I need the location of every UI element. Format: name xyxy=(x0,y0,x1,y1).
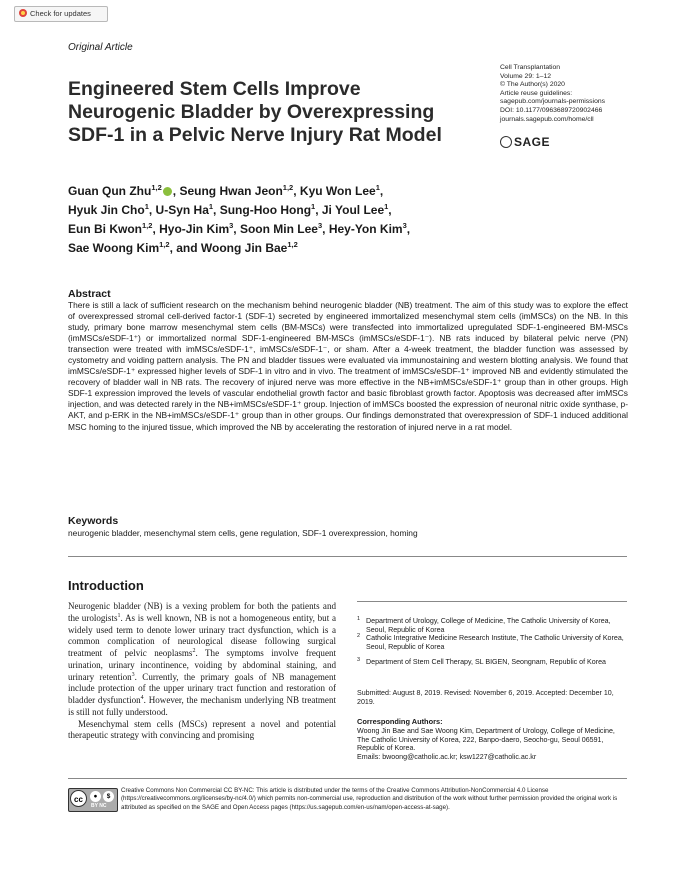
author: Sung-Hoo Hong$^1$ xyxy=(219,202,316,217)
author: Eun Bi Kwon$^{1,2}$ xyxy=(68,221,153,236)
affiliation-item: 3 Department of Stem Cell Therapy, SL BIGEN, Seongnam, Republic of Korea xyxy=(357,657,606,666)
author: U-Syn Ha$^1$ xyxy=(155,202,214,217)
journal-reuse: Article reuse guidelines: xyxy=(500,89,573,97)
citation-link[interactable]: 1 xyxy=(117,612,121,619)
author: Seung Hwan Jeon$^{1,2}$ xyxy=(179,183,294,198)
article-title: Engineered Stem Cells Improve Neurogenic Bladder by Overexpressing SDF-1 in a Pelvic Nerve Injury Rat Model xyxy=(68,78,442,146)
abstract-heading: Abstract xyxy=(68,288,111,300)
crossmark-icon xyxy=(19,9,27,17)
attribution-icon: ● xyxy=(90,791,101,802)
journal-info xyxy=(500,64,650,124)
intro-paragraph: Mesenchymal stem cells (MSCs) represent a novel and potential therapeutic strategy with convincing and promising xyxy=(68,718,336,741)
license-divider xyxy=(68,778,627,779)
journal-reuse-link[interactable]: sagepub.com/journals-permissions xyxy=(500,98,606,106)
publisher-name: SAGE xyxy=(514,135,551,149)
orcid-icon[interactable] xyxy=(163,187,172,196)
article-type: Original Article xyxy=(68,42,133,53)
journal-name: Cell Transplantation xyxy=(500,64,561,71)
introduction-heading: Introduction xyxy=(68,578,144,593)
author-list: Guan Qun Zhu$^{1,2}$ , Seung Hwan Jeon$^{1,2}$, Kyu Won Lee$^1$, Hyuk Jin Cho$^1$, U-Syn Ha$^1$, Sung-Hoo Hong$^1$, Ji Youl Lee$^1$, Eun Bi Kwon$^{1,2}$, Hyo-Jin Kim$^3$, Soon Min Lee$^3$, Hey-Yon Kim$^3$, Sae Woong Kim$^{1,2}$, and Woong Jin Bae$^{1,2}$ xyxy=(68,183,411,255)
affiliation-item: 2 Catholic Integrative Medicine Research Institute, The Catholic University of Korea, Seoul, Republic of Korea xyxy=(357,633,624,651)
check-for-updates-label: Check for updates xyxy=(30,9,91,18)
noncommercial-icon: $ xyxy=(103,791,114,802)
journal-copyright: © The Author(s) 2020 xyxy=(500,81,565,89)
submission-dates: Submitted: August 8, 2019. Revised: November 6, 2019. Accepted: December 10, 2019. xyxy=(357,689,614,706)
author: Hyo-Jin Kim$^3$ xyxy=(159,221,234,236)
journal-home-link[interactable]: journals.sagepub.com/home/cll xyxy=(500,115,594,123)
introduction-body xyxy=(68,601,336,742)
license-text: Creative Commons Non Commercial CC BY-NC: This article is distributed under the terms of the Creative Commons Attribution-NonCommercial 4.0 License (https://creativecommons.org/licenses/by-nc/4.0/) which permits non-commercial use, reproduction and distribution of the work without further permission provided the original work is attributed as specified on the SAGE and Open Access pages (https://us.sagepub.com/en-us/nam/open-access-at-sage). xyxy=(121,787,618,811)
author: Kyu Won Lee$^1$ xyxy=(299,183,380,198)
journal-volume: Volume 29: 1–12 xyxy=(500,72,552,80)
author: Sae Woong Kim$^{1,2}$ xyxy=(68,240,170,255)
corresponding-heading: Corresponding Authors: xyxy=(357,717,443,726)
citation-link[interactable]: 3 xyxy=(131,671,135,678)
intro-paragraph: Neurogenic bladder (NB) is a vexing problem for both the patients and the urologists$^1$. As is well known, NB is not a homogeneous entity, but a widely used term to denote lower urinary tract dysfunction, which is a common complication of neurological disease following surgical treatment of pelvic neoplasms$^2$. The symptoms involve frequent urination, urinary incontinence, voiding by abdominal staining, and urinary retention$^3$. Currently, the primary goals of NB management include protection of the upper urinary tract function and restoration of bladder dysfunction$^4$. However, the mechanism underlying NB treatment is still not fully understood. xyxy=(68,601,336,717)
sage-logo-icon xyxy=(500,136,512,148)
author: Soon Min Lee$^3$ xyxy=(239,221,323,236)
keywords-text: neurogenic bladder, mesenchymal stem cells, gene regulation, SDF-1 overexpression, homing xyxy=(68,528,418,538)
cc-icon: cc xyxy=(70,790,87,807)
keywords-heading: Keywords xyxy=(68,515,119,527)
cc-license-badge[interactable] xyxy=(68,788,118,812)
check-for-updates-button[interactable] xyxy=(14,6,108,22)
journal-doi[interactable]: DOI: 10.1177/0963689720902466 xyxy=(500,106,603,114)
footnote-divider xyxy=(357,601,627,602)
author: Ji Youl Lee$^1$ xyxy=(321,202,389,217)
author: Woong Jin Bae$^{1,2}$ xyxy=(200,240,298,255)
corresponding-emails[interactable]: Emails: bwoong@catholic.ac.kr; ksw1227@catholic.ac.kr xyxy=(357,753,537,762)
author: Hyuk Jin Cho$^1$ xyxy=(68,202,149,217)
author[interactable]: Guan Qun Zhu$^{1,2}$ xyxy=(68,184,173,198)
affiliation-item: 1 Department of Urology, College of Medicine, The Catholic University of Korea, Seoul, Republic of Korea xyxy=(357,616,611,634)
citation-link[interactable]: 4 xyxy=(140,694,144,701)
citation-link[interactable]: 2 xyxy=(192,647,196,654)
publisher-logo xyxy=(500,135,550,149)
abstract-text: There is still a lack of sufficient research on the mechanism behind neurogenic bladder (NB) treatment. The aim of this study was to explore the effect of overexpressed stromal cell-derived factor-1 (SDF-1) secreted by engineered immortalized mesenchymal stem cells (imMSCs) on the NB. In this study, primary bone marrow mesenchymal stem cells (BM-MSCs) were transfected into immortalized upregulated SDF-1-engineered BM-MSCs (imMSCs/eSDF-1⁺) or immortalized normal SDF-1-engineered BM-MSCs (imMSCs/eSDF-1⁻). NB rats induced by bilateral pelvic nerve (PN) transection were treated with imMSCs/eSDF-1⁺, imMSCs/eSDF-1⁻, or sham. After a 4-week treatment, the bladder function was assessed by cystometry and voiding pattern analysis. The PN and bladder tissues were evaluated via immunostaining and western blotting analysis. We found that imMSCs/eSDF-1⁺ expressed higher levels of SDF-1 in vitro and in vivo. The treatment of imMSCs/eSDF-1⁺ improved NB and evidently stimulated the recovery of bladder wall in NB rats. The recovery of injured nerve was more effective in the NB+imMSCs/eSDF-1⁺ group than in other groups. High SDF-1 expression improved the levels of vascular endothelial growth factor and basic fibroblast growth factor. Apoptosis was decreased after imMSCs injection, and was detected rarely in the NB+imMSCs/eSDF-1⁺ group. Injection of imMSCs boosted the expression of neuronal nitric oxide synthase, p-AKT, and p-ERK in the NB+imMSCs/eSDF-1⁺ group than in other groups. Our findings demonstrated that overexpression of SDF-1 induced additional MSC homing to the injured tissue, which improved the NB by accelerating the restoration of injured nerve in a rat model. xyxy=(68,300,628,432)
author: Hey-Yon Kim$^3$ xyxy=(328,221,407,236)
corresponding-address: Woong Jin Bae and Sae Woong Kim, Department of Urology, College of Medicine, The Catholic University of Korea, 222, Banpo-daero, Seocho-gu, Seoul 06591, Republic of Korea. xyxy=(357,727,615,753)
section-divider xyxy=(68,556,627,557)
corresponding-details xyxy=(357,727,627,762)
cc-badge-tag: BY NC xyxy=(91,803,107,809)
